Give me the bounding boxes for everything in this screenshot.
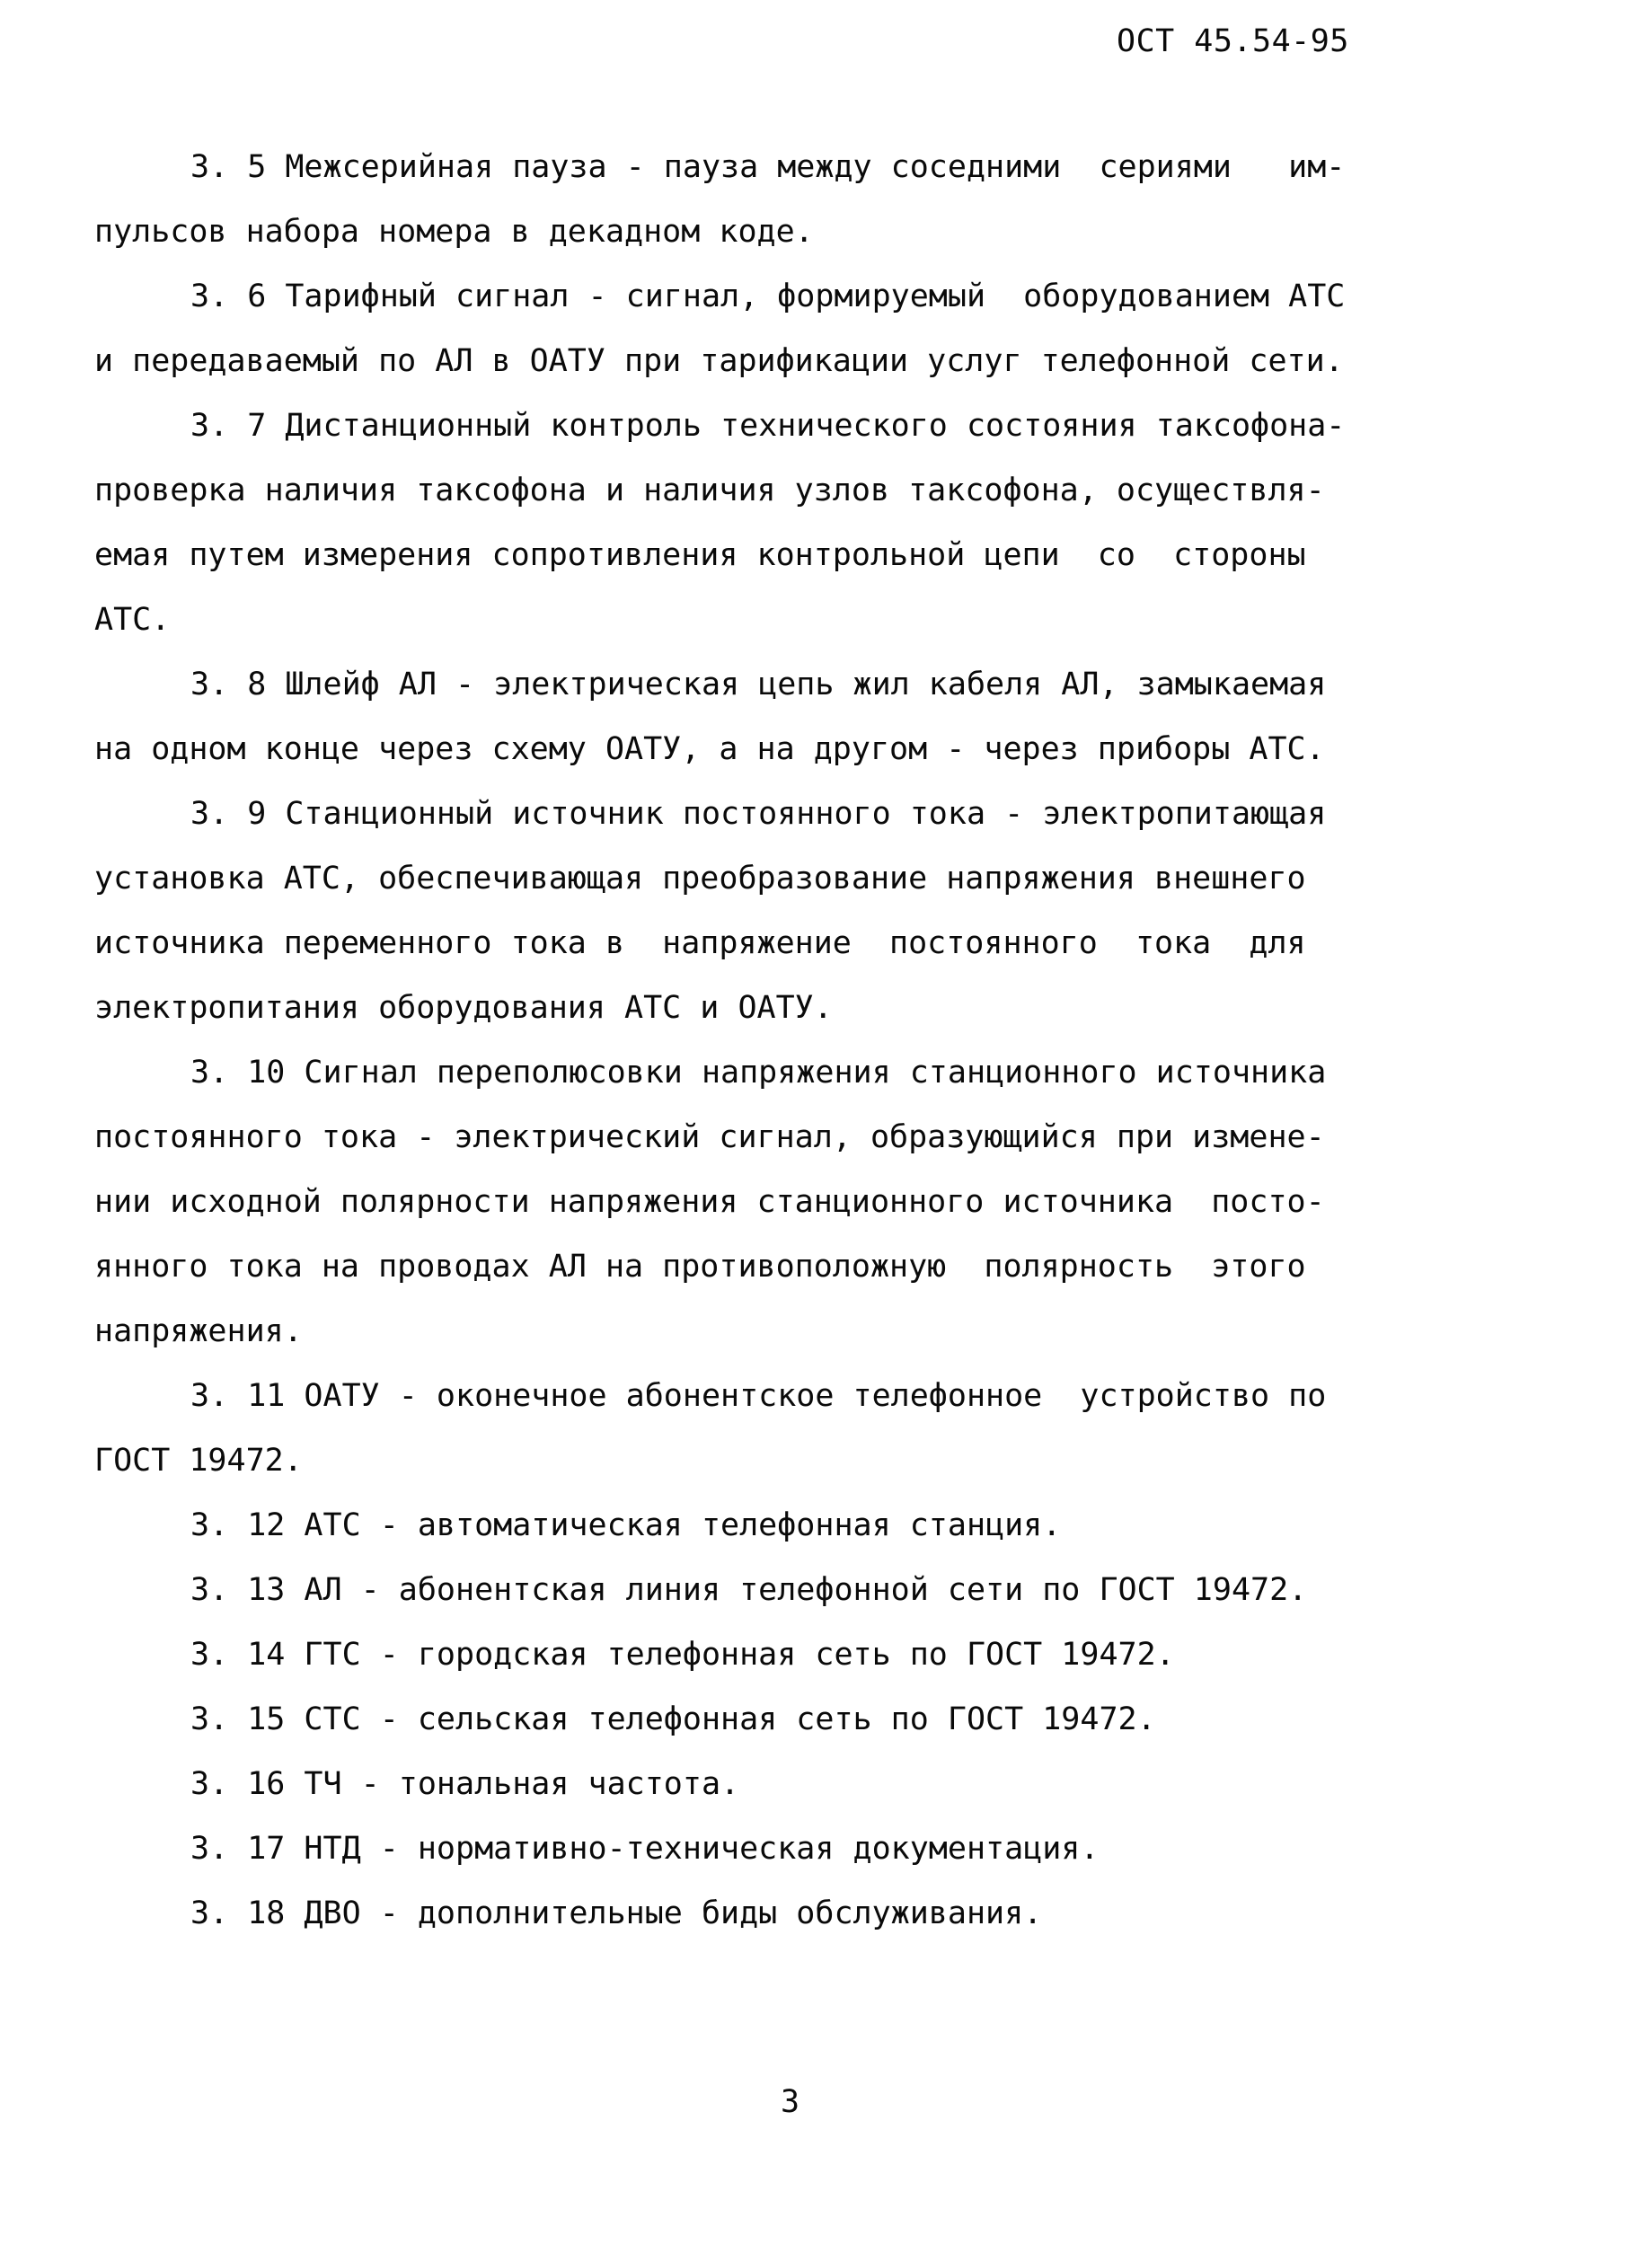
text-line: 3. 7 Дистанционный контроль технического состояния таксофона-	[190, 408, 1346, 444]
term-3-14	[94, 1622, 1424, 1687]
text-line: установка АТС, обеспечивающая преобразование напряжения внешнего	[94, 861, 1306, 897]
text-line: пульсов набора номера в декадном коде.	[94, 214, 814, 250]
text-line: на одном конце через схему ОАТУ, а на другом - через приборы АТС.	[94, 731, 1325, 767]
text-line: 3. 12 АТС - автоматическая телефонная станция.	[190, 1507, 1062, 1543]
text-line: 3. 5 Межсерийная пауза - пауза между соседними сериями им-	[190, 149, 1346, 185]
text-line: 3. 14 ГТС - городская телефонная сеть по ГОСТ 19472.	[190, 1637, 1175, 1673]
text-line: 3. 16 ТЧ - тональная частота.	[190, 1766, 740, 1802]
text-line: 3. 10 Сигнал переполюсовки напряжения станционного источника	[190, 1055, 1327, 1091]
text-line: нии исходной полярности напряжения станционного источника посто-	[94, 1184, 1325, 1220]
text-line: и передаваемый по АЛ в ОАТУ при тарификации услуг телефонной сети.	[94, 343, 1344, 379]
term-3-10	[94, 1040, 1424, 1364]
text-line: янного тока на проводах АЛ на противоположную полярность этого	[94, 1249, 1306, 1285]
definitions-text-block	[94, 135, 1424, 1946]
term-3-17	[94, 1816, 1424, 1881]
term-3-11	[94, 1364, 1424, 1493]
term-3-5	[94, 135, 1424, 264]
term-3-16	[94, 1752, 1424, 1816]
text-line: постоянного тока - электрический сигнал, образующийся при измене-	[94, 1119, 1325, 1155]
text-line: емая путем измерения сопротивления контрольной цепи со стороны	[94, 537, 1306, 573]
text-line: напряжения.	[94, 1313, 303, 1349]
document-number-header: ОСТ 45.54-95	[1117, 23, 1349, 59]
term-3-13	[94, 1558, 1424, 1622]
text-line: 3. 9 Станционный источник постоянного тока - электропитающая	[190, 796, 1327, 832]
term-3-12	[94, 1493, 1424, 1558]
text-line: ГОСТ 19472.	[94, 1443, 303, 1479]
text-line: 3. 17 НТД - нормативно-техническая документация.	[190, 1831, 1100, 1867]
term-3-15	[94, 1687, 1424, 1752]
text-line: 3. 18 ДВО - дополнительные биды обслуживания.	[190, 1895, 1043, 1931]
page-number: 3	[781, 2084, 800, 2120]
term-3-8	[94, 652, 1424, 782]
text-line: источника переменного тока в напряжение постоянного тока для	[94, 925, 1306, 961]
text-line: электропитания оборудования АТС и ОАТУ.	[94, 990, 833, 1026]
text-line: 3. 8 Шлейф АЛ - электрическая цепь жил кабеля АЛ, замыкаемая	[190, 667, 1327, 702]
term-3-9	[94, 782, 1424, 1040]
text-line: 3. 11 ОАТУ - оконечное абонентское телефонное устройство по	[190, 1378, 1327, 1414]
text-line: АТС.	[94, 602, 171, 638]
text-line: 3. 15 СТС - сельская телефонная сеть по ГОСТ 19472.	[190, 1701, 1156, 1737]
text-line: проверка наличия таксофона и наличия узлов таксофона, осуществля-	[94, 473, 1325, 508]
term-3-6	[94, 264, 1424, 393]
term-3-7	[94, 393, 1424, 652]
text-line: 3. 6 Тарифный сигнал - сигнал, формируемый оборудованием АТС	[190, 278, 1346, 314]
term-3-18	[94, 1881, 1424, 1946]
text-line: 3. 13 АЛ - абонентская линия телефонной сети по ГОСТ 19472.	[190, 1572, 1308, 1608]
